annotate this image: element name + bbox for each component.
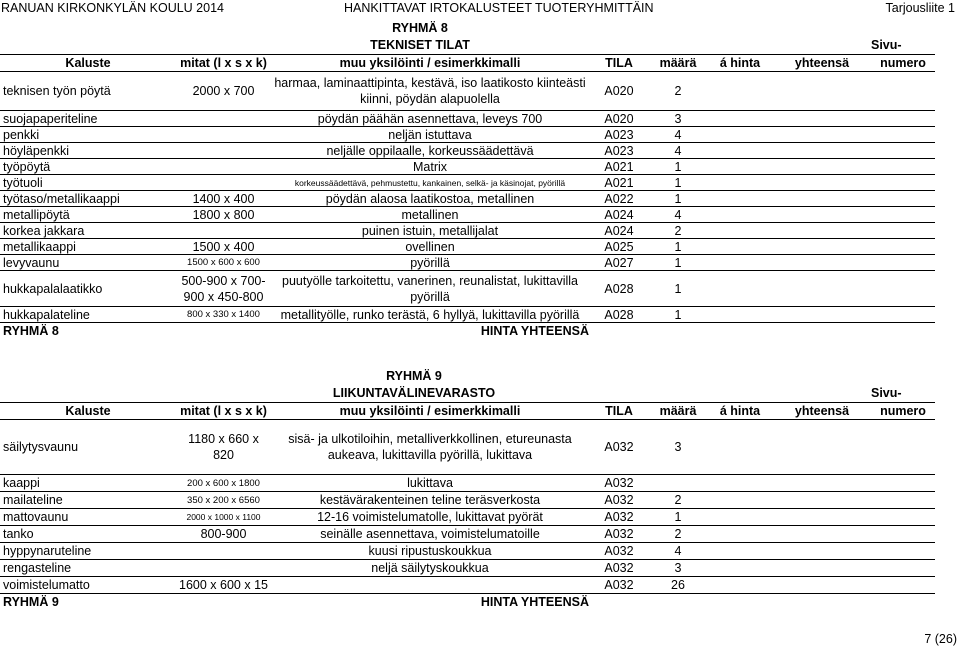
row-total — [773, 420, 871, 475]
row-price — [707, 127, 773, 143]
row-dims: 1400 x 400 — [176, 191, 271, 207]
row-dims: 1500 x 600 x 600 — [176, 255, 271, 271]
row-room: A023 — [589, 143, 649, 159]
row-page — [871, 420, 935, 475]
row-price — [707, 159, 773, 175]
col-muu: muu yksilöinti / esimerkkimalli — [271, 55, 589, 72]
row-total — [773, 560, 871, 577]
table-row — [0, 159, 935, 175]
row-name: metallikaappi — [0, 239, 176, 255]
table-row — [0, 207, 935, 223]
row-page — [871, 239, 935, 255]
attachment-label: Tarjousliite 1 — [885, 1, 955, 15]
col-kaluste: Kaluste — [0, 403, 176, 420]
row-dims: 800-900 — [176, 526, 271, 543]
row-desc: kestävärakenteinen teline teräsverkosta — [271, 492, 589, 509]
table-row — [0, 239, 935, 255]
row-name: hyppynaruteline — [0, 543, 176, 560]
row-dims: 1800 x 800 — [176, 207, 271, 223]
row-total — [773, 191, 871, 207]
row-qty: 4 — [649, 143, 707, 159]
row-desc: kuusi ripustuskoukkua — [271, 543, 589, 560]
row-desc: seinälle asennettava, voimistelumatoille — [271, 526, 589, 543]
row-desc: Matrix — [271, 159, 589, 175]
row-dims: 1180 x 660 x 820 — [176, 420, 271, 475]
row-total — [773, 492, 871, 509]
row-room: A032 — [589, 492, 649, 509]
row-name: hukkapalalaatikko — [0, 271, 176, 307]
col-yhteensa: yhteensä — [773, 55, 871, 72]
row-total — [773, 111, 871, 127]
table-row — [0, 509, 935, 526]
row-qty: 4 — [649, 127, 707, 143]
col-mitat: mitat (l x s x k) — [176, 55, 271, 72]
row-room: A032 — [589, 509, 649, 526]
row-total — [773, 255, 871, 271]
row-total — [773, 127, 871, 143]
table-row — [0, 127, 935, 143]
col-kaluste: Kaluste — [0, 55, 176, 72]
row-name: korkea jakkara — [0, 223, 176, 239]
row-dims — [176, 111, 271, 127]
table-row — [0, 223, 935, 239]
row-price — [707, 207, 773, 223]
row-page — [871, 255, 935, 271]
col-muu: muu yksilöinti / esimerkkimalli — [271, 403, 589, 420]
row-qty: 3 — [649, 420, 707, 475]
row-page — [871, 111, 935, 127]
row-page — [871, 207, 935, 223]
row-page — [871, 175, 935, 191]
row-name: teknisen työn pöytä — [0, 72, 176, 111]
row-total — [773, 239, 871, 255]
col-sivu-line1: Sivu- — [871, 386, 902, 400]
row-desc — [271, 577, 589, 594]
document-title: HANKITTAVAT IRTOKALUSTEET TUOTERYHMITTÄIN — [344, 1, 654, 15]
row-qty: 2 — [649, 72, 707, 111]
row-desc: pöydän alaosa laatikostoa, metallinen — [271, 191, 589, 207]
row-room: A022 — [589, 191, 649, 207]
row-room: A028 — [589, 271, 649, 307]
row-price — [707, 543, 773, 560]
row-room: A032 — [589, 560, 649, 577]
row-price — [707, 143, 773, 159]
group-8-footer — [0, 323, 935, 340]
row-price — [707, 560, 773, 577]
row-name: mailateline — [0, 492, 176, 509]
table-row — [0, 420, 935, 475]
row-dims — [176, 560, 271, 577]
row-name: voimistelumatto — [0, 577, 176, 594]
row-price — [707, 175, 773, 191]
col-sivu — [871, 38, 935, 72]
row-qty: 3 — [649, 560, 707, 577]
row-name: työtaso/metallikaappi — [0, 191, 176, 207]
row-page — [871, 307, 935, 323]
row-page — [871, 159, 935, 175]
row-name: työpöytä — [0, 159, 176, 175]
row-page — [871, 143, 935, 159]
row-page — [871, 526, 935, 543]
column-header-row — [0, 403, 935, 420]
row-desc: ovellinen — [271, 239, 589, 255]
row-price — [707, 111, 773, 127]
row-room: A025 — [589, 239, 649, 255]
col-maara: määrä — [649, 403, 707, 420]
row-total — [773, 223, 871, 239]
table-row — [0, 492, 935, 509]
row-dims — [176, 143, 271, 159]
row-page — [871, 475, 935, 492]
table-row — [0, 307, 935, 323]
row-total — [773, 307, 871, 323]
col-hinta: á hinta — [707, 403, 773, 420]
row-total — [773, 143, 871, 159]
row-desc: metallityölle, runko terästä, 6 hyllyä, lukittavilla pyörillä — [271, 307, 589, 323]
row-qty: 2 — [649, 223, 707, 239]
row-desc: pyörillä — [271, 255, 589, 271]
row-total — [773, 207, 871, 223]
row-page — [871, 191, 935, 207]
table-row — [0, 560, 935, 577]
row-qty: 1 — [649, 175, 707, 191]
row-name: suojapaperiteline — [0, 111, 176, 127]
row-page — [871, 509, 935, 526]
table-row — [0, 271, 935, 307]
row-room: A020 — [589, 111, 649, 127]
row-total — [773, 577, 871, 594]
col-sivu-line2: numero — [880, 404, 926, 418]
row-room: A032 — [589, 420, 649, 475]
row-name: höyläpenkki — [0, 143, 176, 159]
row-name: rengasteline — [0, 560, 176, 577]
row-desc: sisä- ja ulkotiloihin, metalliverkkollinen, etureunasta aukeava, lukittavilla pyörillä, lukittava — [271, 420, 589, 475]
col-maara: määrä — [649, 55, 707, 72]
col-mitat: mitat (l x s x k) — [176, 403, 271, 420]
row-dims: 500-900 x 700- 900 x 450-800 — [176, 271, 271, 307]
row-room: A032 — [589, 543, 649, 560]
row-desc: harmaa, laminaattipinta, kestävä, iso laatikosto kiinteästi kiinni, pöydän alapuolella — [271, 72, 589, 111]
row-dims — [176, 543, 271, 560]
row-qty: 4 — [649, 207, 707, 223]
row-dims: 200 x 600 x 1800 — [176, 475, 271, 492]
row-qty: 1 — [649, 271, 707, 307]
row-qty: 1 — [649, 255, 707, 271]
row-name: tanko — [0, 526, 176, 543]
row-desc: neljä säilytyskoukkua — [271, 560, 589, 577]
row-name: penkki — [0, 127, 176, 143]
col-sivu-line2: numero — [880, 56, 926, 70]
row-room: A027 — [589, 255, 649, 271]
col-tila: TILA — [589, 55, 649, 72]
row-room: A021 — [589, 159, 649, 175]
row-desc: puutyölle tarkoitettu, vanerinen, reunalistat, lukittavilla pyörillä — [271, 271, 589, 307]
row-room: A032 — [589, 526, 649, 543]
table-row — [0, 475, 935, 492]
row-desc: puinen istuin, metallijalat — [271, 223, 589, 239]
column-header-row — [0, 55, 935, 72]
row-name: levyvaunu — [0, 255, 176, 271]
row-desc: pöydän päähän asennettava, leveys 700 — [271, 111, 589, 127]
table-row — [0, 72, 935, 111]
group-footer-label: RYHMÄ 8 — [3, 324, 59, 339]
row-total — [773, 271, 871, 307]
row-room: A021 — [589, 175, 649, 191]
table-row — [0, 255, 935, 271]
row-qty: 3 — [649, 111, 707, 127]
row-room: A032 — [589, 577, 649, 594]
group-footer-label: RYHMÄ 9 — [3, 595, 59, 610]
row-dims — [176, 159, 271, 175]
group-9-footer — [0, 594, 935, 611]
row-price — [707, 223, 773, 239]
table-row — [0, 577, 935, 594]
row-dims: 1500 x 400 — [176, 239, 271, 255]
row-dims — [176, 175, 271, 191]
row-price — [707, 255, 773, 271]
row-desc: 12-16 voimistelumatolle, lukittavat pyörät — [271, 509, 589, 526]
row-dims: 2000 x 700 — [176, 72, 271, 111]
row-page — [871, 560, 935, 577]
row-price — [707, 475, 773, 492]
row-name: säilytysvaunu — [0, 420, 176, 475]
col-sivu — [871, 386, 935, 420]
row-qty: 1 — [649, 307, 707, 323]
col-sivu-line1: Sivu- — [871, 38, 902, 52]
table-row — [0, 143, 935, 159]
row-qty: 1 — [649, 239, 707, 255]
row-price — [707, 191, 773, 207]
row-dims: 2000 x 1000 x 1100 — [176, 509, 271, 526]
row-total — [773, 526, 871, 543]
group-footer-total-label: HINTA YHTEENSÄ — [480, 324, 589, 339]
row-qty: 2 — [649, 492, 707, 509]
school-name: RANUAN KIRKONKYLÄN KOULU 2014 — [1, 1, 224, 15]
row-price — [707, 271, 773, 307]
row-dims: 800 x 330 x 1400 — [176, 307, 271, 323]
row-price — [707, 577, 773, 594]
row-room: A020 — [589, 72, 649, 111]
row-price — [707, 526, 773, 543]
group-8-number: RYHMÄ 8 — [392, 21, 448, 35]
row-price — [707, 72, 773, 111]
row-total — [773, 509, 871, 526]
group-9-number: RYHMÄ 9 — [386, 369, 442, 383]
table-row — [0, 526, 935, 543]
row-price — [707, 307, 773, 323]
row-price — [707, 509, 773, 526]
table-row — [0, 191, 935, 207]
row-total — [773, 159, 871, 175]
group-9-name: LIIKUNTAVÄLINEVARASTO — [332, 386, 496, 400]
row-price — [707, 239, 773, 255]
row-page — [871, 223, 935, 239]
col-tila: TILA — [589, 403, 649, 420]
row-total — [773, 475, 871, 492]
row-dims: 350 x 200 x 6560 — [176, 492, 271, 509]
page-number: 7 (26) — [924, 632, 957, 646]
col-hinta: á hinta — [707, 55, 773, 72]
row-page — [871, 271, 935, 307]
group-footer-total-label: HINTA YHTEENSÄ — [480, 595, 589, 610]
row-dims: 1600 x 600 x 15 — [176, 577, 271, 594]
row-room: A024 — [589, 207, 649, 223]
row-name: metallipöytä — [0, 207, 176, 223]
row-qty — [649, 475, 707, 492]
row-page — [871, 127, 935, 143]
row-price — [707, 420, 773, 475]
row-qty: 1 — [649, 509, 707, 526]
row-room: A024 — [589, 223, 649, 239]
row-room: A032 — [589, 475, 649, 492]
row-total — [773, 175, 871, 191]
row-total — [773, 543, 871, 560]
row-name: mattovaunu — [0, 509, 176, 526]
row-desc: neljän istuttava — [271, 127, 589, 143]
row-desc: korkeussäädettävä, pehmustettu, kankainen, selkä- ja käsinojat, pyörillä — [271, 175, 589, 191]
row-page — [871, 543, 935, 560]
row-qty: 1 — [649, 159, 707, 175]
row-name: hukkapalateline — [0, 307, 176, 323]
row-qty: 26 — [649, 577, 707, 594]
table-row — [0, 111, 935, 127]
row-room: A023 — [589, 127, 649, 143]
row-desc: neljälle oppilaalle, korkeussäädettävä — [271, 143, 589, 159]
row-qty: 2 — [649, 526, 707, 543]
row-total — [773, 72, 871, 111]
row-dims — [176, 223, 271, 239]
row-page — [871, 72, 935, 111]
row-name: kaappi — [0, 475, 176, 492]
group-8-name: TEKNISET TILAT — [370, 38, 470, 52]
table-row — [0, 543, 935, 560]
row-qty: 1 — [649, 191, 707, 207]
row-desc: lukittava — [271, 475, 589, 492]
row-name: työtuoli — [0, 175, 176, 191]
row-dims — [176, 127, 271, 143]
row-page — [871, 492, 935, 509]
row-room: A028 — [589, 307, 649, 323]
table-row — [0, 175, 935, 191]
row-page — [871, 577, 935, 594]
row-price — [707, 492, 773, 509]
col-yhteensa: yhteensä — [773, 403, 871, 420]
row-desc: metallinen — [271, 207, 589, 223]
row-qty: 4 — [649, 543, 707, 560]
